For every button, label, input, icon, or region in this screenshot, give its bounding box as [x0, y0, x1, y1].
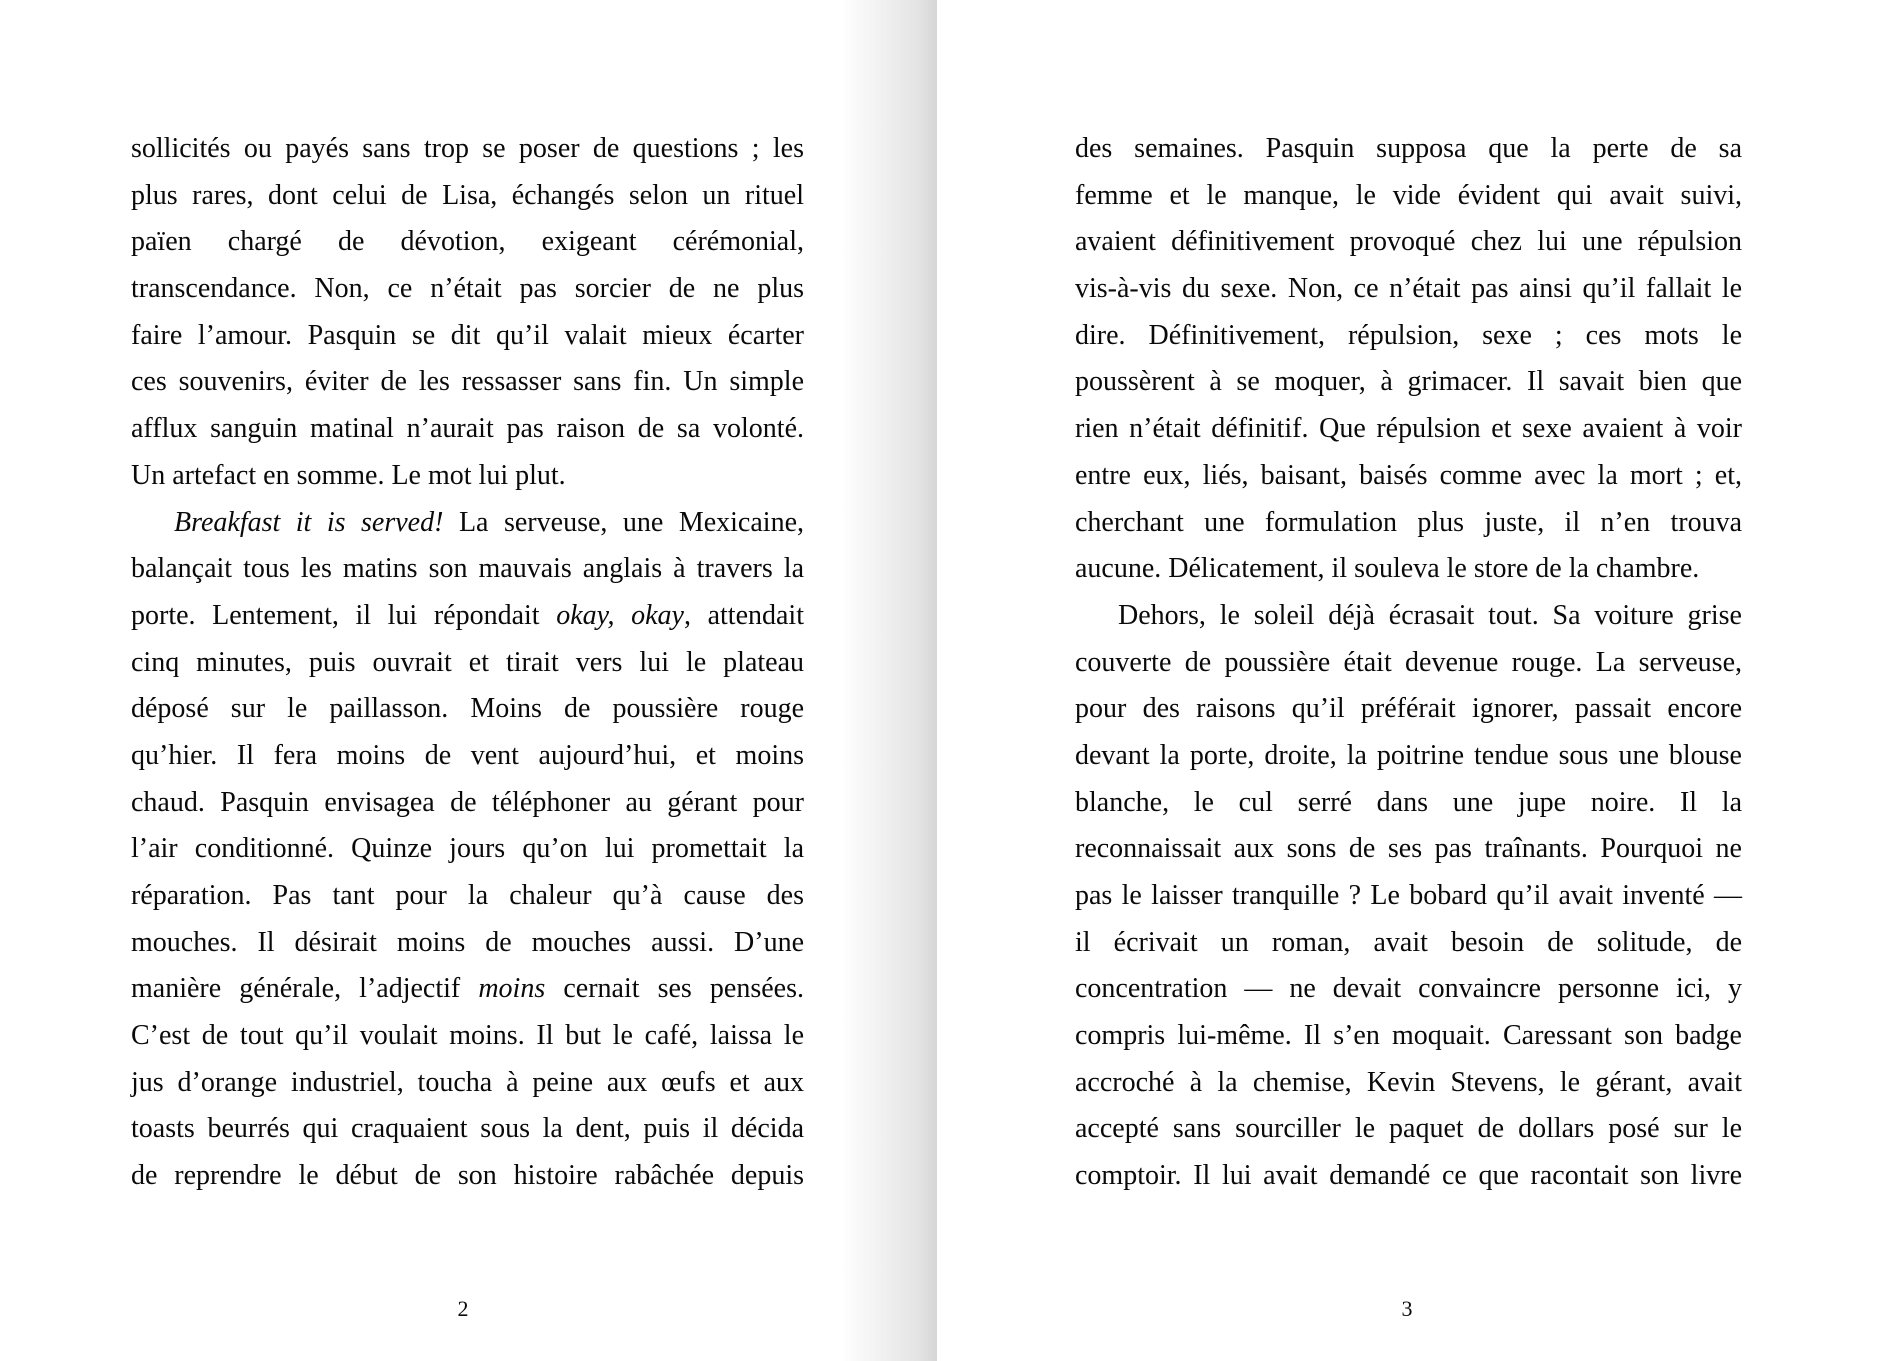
text-segment: de reprendre le début de son histoire rabâchée depuis: [131, 1160, 804, 1192]
text-line: [1075, 219, 1742, 266]
text-line: [1075, 593, 1742, 640]
text-segment: réparation. Pas tant pour la chaleur qu’à cause des: [131, 880, 804, 911]
text-line: [1075, 126, 1742, 173]
text-line: [131, 1106, 804, 1153]
text-line: [1075, 1153, 1742, 1200]
text-segment: accepté sans sourciller le paquet de dollars posé sur le: [1075, 1113, 1742, 1145]
text-segment: mouches. Il désirait moins de mouches aussi. D’une: [131, 926, 804, 958]
text-line: [1075, 686, 1742, 733]
text-segment: manière générale, l’adjectif: [131, 973, 479, 1005]
text-line: [131, 780, 804, 827]
text-line: [1075, 1060, 1742, 1107]
text-segment: couverte de poussière était devenue rouge. La serveuse,: [1075, 646, 1742, 678]
text-line: [1075, 453, 1742, 500]
text-line: [131, 826, 804, 873]
text-line: [1075, 966, 1742, 1013]
text-line: [131, 733, 804, 780]
text-segment: pour des raisons qu’il préférait ignorer, passait encore: [1075, 693, 1742, 725]
text-line: [1075, 406, 1742, 453]
right-page[interactable]: [937, 0, 1878, 1361]
text-segment: pas le laisser tranquille ? Le bobard qu’il avait inventé —: [1075, 880, 1742, 911]
text-segment: blanche, le cul serré dans une jupe noire. Il la: [1075, 786, 1742, 818]
text-segment: avaient définitivement provoqué chez lui une répulsion: [1075, 226, 1742, 258]
text-segment: concentration — ne devait convaincre personne ici, y: [1075, 973, 1742, 1005]
text-segment: comptoir. Il lui avait demandé ce que racontait son livre: [1075, 1160, 1742, 1192]
text-segment: des semaines. Pasquin supposa que la perte de sa: [1075, 133, 1742, 164]
text-line: [131, 500, 804, 547]
left-page[interactable]: [0, 0, 937, 1361]
text-segment: sollicités ou payés sans trop se poser de questions ; les: [131, 133, 804, 164]
text-segment: aucune. Délicatement, il souleva le store de la chambre.: [1075, 553, 1700, 585]
text-line: [131, 359, 804, 406]
text-line: [1075, 826, 1742, 873]
text-segment: déposé sur le paillasson. Moins de poussière rouge: [131, 693, 804, 725]
text-line: [131, 920, 804, 967]
text-line: [131, 640, 804, 687]
page-number: 3: [1401, 1296, 1413, 1321]
text-segment: cherchant une formulation plus juste, il n’en trouva: [1075, 506, 1742, 538]
text-line: [1075, 733, 1742, 780]
text-segment: toasts beurrés qui craquaient sous la dent, puis il décida: [131, 1113, 804, 1145]
text-line: [1075, 359, 1742, 406]
text-segment: païen chargé de dévotion, exigeant cérémonial,: [131, 226, 804, 258]
text-line: [131, 453, 804, 500]
text-line: [131, 173, 804, 220]
gutter-shadow: [840, 0, 937, 1361]
text-segment: afflux sanguin matinal n’aurait pas raison de sa volonté.: [131, 413, 804, 445]
text-segment: transcendance. Non, ce n’était pas sorcier de ne plus: [131, 273, 804, 305]
page-number: 2: [457, 1296, 469, 1321]
text-line: [1075, 173, 1742, 220]
text-line: [1075, 873, 1742, 920]
text-segment: accroché à la chemise, Kevin Stevens, le gérant, avait: [1075, 1066, 1742, 1098]
text-line: [1075, 266, 1742, 313]
text-line: [1075, 920, 1742, 967]
text-segment: vis-à-vis du sexe. Non, ce n’était pas ainsi qu’il fallait le: [1075, 273, 1742, 305]
text-segment: jus d’orange industriel, toucha à peine aux œufs et aux: [131, 1066, 804, 1098]
italic-text: okay, okay: [556, 599, 684, 631]
page-text: [131, 126, 804, 1200]
text-line: [1075, 640, 1742, 687]
text-segment: cinq minutes, puis ouvrait et tirait vers lui le plateau: [131, 646, 804, 678]
text-segment: poussèrent à se moquer, à grimacer. Il savait bien que: [1075, 366, 1742, 398]
text-line: [131, 266, 804, 313]
text-segment: porte. Lentement, il lui répondait: [131, 599, 557, 631]
italic-text: Breakfast it is served!: [174, 506, 444, 538]
text-line: [131, 1153, 804, 1200]
text-segment: plus rares, dont celui de Lisa, échangés selon un rituel: [131, 179, 804, 211]
text-segment: Un artefact en somme. Le mot lui plut.: [131, 459, 566, 491]
text-line: [1075, 546, 1742, 593]
text-line: [131, 313, 804, 360]
italic-text: moins: [478, 973, 546, 1005]
text-segment: C’est de tout qu’il voulait moins. Il but le café, laissa le: [131, 1020, 804, 1052]
text-line: [131, 1060, 804, 1107]
text-line: [1075, 313, 1742, 360]
page-text: [1075, 126, 1742, 1200]
text-segment: rien n’était définitif. Que répulsion et sexe avaient à voir: [1075, 413, 1742, 445]
text-line: [131, 1013, 804, 1060]
text-line: [1075, 1106, 1742, 1153]
text-segment: il écrivait un roman, avait besoin de solitude, de: [1075, 926, 1742, 958]
text-line: [131, 686, 804, 733]
text-line: [131, 546, 804, 593]
text-line: [131, 873, 804, 920]
text-line: [131, 966, 804, 1013]
text-segment: balançait tous les matins son mauvais anglais à travers la: [131, 553, 804, 585]
text-segment: cernait ses pensées.: [545, 973, 804, 1005]
text-line: [1075, 1013, 1742, 1060]
text-segment: chaud. Pasquin envisagea de téléphoner au gérant pour: [131, 786, 804, 818]
text-segment: devant la porte, droite, la poitrine tendue sous une blouse: [1075, 739, 1742, 771]
text-segment: qu’hier. Il fera moins de vent aujourd’hui, et moins: [131, 739, 804, 771]
text-segment: femme et le manque, le vide évident qui avait suivi,: [1075, 179, 1742, 211]
text-segment: dire. Définitivement, répulsion, sexe ; ces mots le: [1075, 319, 1742, 351]
text-line: [131, 219, 804, 266]
text-segment: ces souvenirs, éviter de les ressasser sans fin. Un simple: [131, 366, 804, 398]
text-segment: l’air conditionné. Quinze jours qu’on lui promettait la: [131, 833, 804, 865]
text-segment: entre eux, liés, baisant, baisés comme avec la mort ; et,: [1075, 459, 1742, 491]
text-segment: , attendait: [683, 599, 804, 631]
text-line: [1075, 500, 1742, 547]
text-segment: reconnaissait aux sons de ses pas traînants. Pourquoi ne: [1075, 833, 1742, 865]
text-segment: Dehors, le soleil déjà écrasait tout. Sa voiture grise: [1118, 599, 1742, 631]
text-segment: faire l’amour. Pasquin se dit qu’il valait mieux écarter: [131, 319, 804, 351]
text-segment: La serveuse, une Mexicaine,: [443, 506, 804, 538]
text-line: [1075, 780, 1742, 827]
text-line: [131, 593, 804, 640]
text-line: [131, 126, 804, 173]
text-segment: compris lui-même. Il s’en moquait. Caressant son badge: [1075, 1020, 1742, 1052]
text-line: [131, 406, 804, 453]
